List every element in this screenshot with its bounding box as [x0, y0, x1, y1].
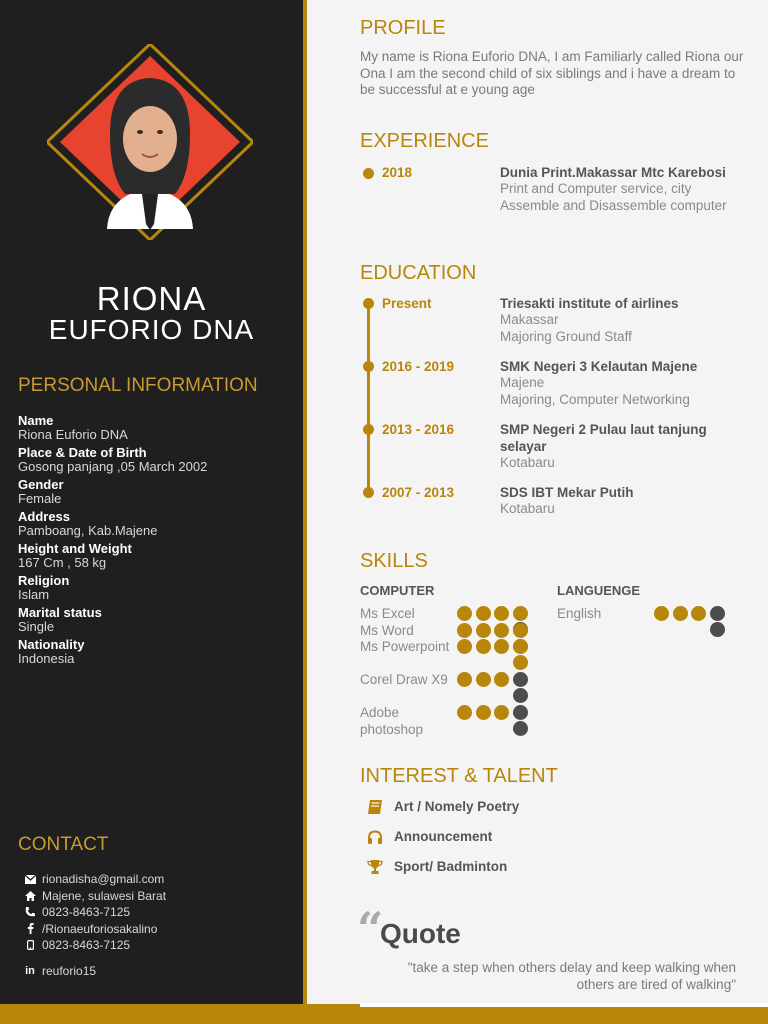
skill-name: Ms Excel [360, 606, 415, 621]
divider-line [303, 0, 307, 1004]
skill-rating-dot [494, 606, 509, 621]
skill-rating-dot [513, 721, 528, 736]
timeline-dot [363, 298, 374, 309]
education-school: SMK Negeri 3 Kelautan Majene [500, 359, 698, 374]
education-school: SDS IBT Mekar Putih [500, 485, 634, 500]
education-heading: EDUCATION [360, 262, 477, 284]
computer-skills-heading: COMPUTER [360, 583, 435, 598]
education-place: Kotabaru [500, 455, 555, 470]
education-year: 2013 - 2016 [382, 422, 455, 437]
skill-rating-dot [691, 606, 706, 621]
timeline-dot [363, 424, 374, 435]
timeline-dot [363, 361, 374, 372]
contact-email[interactable]: rionadisha@gmail.com [24, 871, 294, 888]
education-school: Triesakti institute of airlines [500, 296, 679, 311]
interest-item: Announcement [366, 829, 492, 844]
skill-rating-dot [513, 639, 528, 654]
contact-linkedin[interactable]: in reuforio15 [25, 963, 97, 978]
education-major: Majoring Ground Staff [500, 329, 632, 344]
mobile-icon [24, 940, 36, 950]
interest-heading: INTEREST & TALENT [360, 765, 558, 787]
skill-rating-dot [673, 606, 688, 621]
experience-year: 2018 [382, 165, 413, 180]
skill-rating-dot [710, 622, 725, 637]
education-school: SMP Negeri 2 Pulau laut tanjung selayar [500, 422, 707, 454]
phone-icon [24, 907, 36, 917]
last-name: EUFORIO DNA [48, 314, 255, 345]
contact-mobile[interactable]: 0823-8463-7125 [24, 937, 294, 954]
contact-list [24, 871, 294, 979]
education-major: Majoring, Computer Networking [500, 392, 690, 407]
contact-address: Majene, sulawesi Barat [24, 888, 294, 905]
skill-rating-dot [494, 705, 509, 720]
experience-heading: EXPERIENCE [360, 130, 489, 152]
skill-rating-dot [457, 705, 472, 720]
skill-rating-dot [457, 639, 472, 654]
quote-mark-icon: “ [357, 902, 384, 956]
personal-info-item: Height and Weight 167 Cm , 58 kg [18, 541, 132, 570]
timeline-dot [363, 168, 374, 179]
skill-rating-dot [457, 672, 472, 687]
bottom-bar [0, 1004, 768, 1024]
skill-rating-dot [513, 672, 528, 687]
home-icon [24, 891, 36, 901]
skill-name: Ms Powerpoint [360, 639, 450, 654]
timeline-dot [363, 487, 374, 498]
skill-name: Adobe photoshop [360, 705, 424, 737]
skill-name: Ms Word [360, 623, 414, 638]
profile-text: My name is Riona Euforio DNA, I am Familiarly called Riona our Ona I am the second child of six siblings and i have a dream to be successful at e young age [360, 49, 744, 97]
personal-info-item: Nationality Indonesia [18, 637, 85, 666]
language-skills-heading: LANGUENGE [557, 583, 641, 598]
skill-rating-dot [654, 606, 669, 621]
personal-info-item: Gender Female [18, 477, 64, 506]
personal-info-item: Marital status Single [18, 605, 102, 634]
education-place: Kotabaru [500, 501, 555, 516]
skill-rating-dot [476, 606, 491, 621]
skill-rating-dot [513, 688, 528, 703]
skill-rating-dot [476, 623, 491, 638]
profile-photo [47, 44, 253, 240]
education-year: 2016 - 2019 [382, 359, 455, 374]
contact-heading: CONTACT [18, 834, 109, 855]
skill-rating-dot [494, 639, 509, 654]
first-name: RIONA [96, 280, 207, 317]
skill-rating-dot [513, 606, 528, 621]
education-year: 2007 - 2013 [382, 485, 455, 500]
personal-info-item: Religion Islam [18, 573, 70, 602]
facebook-icon [24, 923, 36, 934]
skills-heading: SKILLS [360, 550, 428, 572]
skill-rating-dot [513, 655, 528, 670]
linkedin-icon: in [25, 964, 35, 977]
language-name: English [557, 606, 602, 621]
education-timeline-line [367, 303, 370, 493]
personal-info-item: Place & Date of Birth Gosong panjang ,05 March 2002 [18, 445, 208, 474]
education-year: Present [382, 296, 432, 311]
contact-phone[interactable]: 0823-8463-7125 [24, 904, 294, 921]
experience-title: Dunia Print.Makassar Mtc Karebosi [500, 165, 726, 180]
education-place: Makassar [500, 312, 559, 327]
skill-rating-dot [710, 606, 725, 621]
contact-facebook[interactable]: /Rionaeuforiosakalino [24, 921, 294, 938]
quote-title: Quote [380, 918, 461, 949]
interest-item: Art / Nomely Poetry [366, 799, 519, 814]
trophy-icon [366, 860, 384, 874]
headphones-icon [366, 830, 384, 844]
email-icon [24, 875, 36, 884]
skill-rating-dot [513, 623, 528, 638]
personal-info-list [18, 414, 288, 670]
skill-rating-dot [513, 705, 528, 720]
personal-info-item: Address Pamboang, Kab.Majene [18, 509, 158, 538]
profile-heading: PROFILE [360, 17, 446, 39]
interest-item: Sport/ Badminton [366, 859, 507, 874]
book-icon [366, 800, 384, 814]
skill-rating-dot [494, 672, 509, 687]
skill-rating-dot [476, 639, 491, 654]
bottom-accent [360, 1003, 768, 1007]
experience-desc: Print and Computer service, city Assemble and Disassemble computer [500, 181, 727, 213]
skill-name: Corel Draw X9 [360, 672, 448, 687]
quote-text: "take a step when others delay and keep walking when others are tired of walking" [407, 960, 736, 992]
skill-rating-dot [476, 672, 491, 687]
skill-rating-dot [476, 705, 491, 720]
skill-rating-dot [457, 606, 472, 621]
skill-rating-dot [457, 623, 472, 638]
personal-info-item: Name Riona Euforio DNA [18, 413, 128, 442]
education-place: Majene [500, 375, 545, 390]
personal-info-heading: PERSONAL INFORMATION [18, 375, 258, 396]
skill-rating-dot [494, 623, 509, 638]
